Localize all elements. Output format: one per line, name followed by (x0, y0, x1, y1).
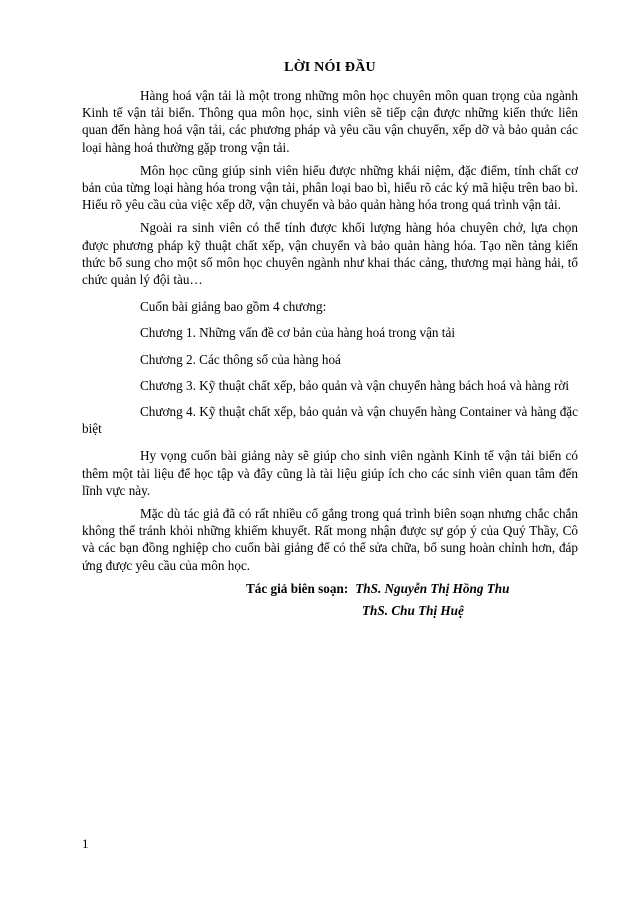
author-block (82, 580, 578, 620)
chapter-4: Chương 4. Kỹ thuật chất xếp, bảo quản và vận chuyển hàng Container và hàng đặc biệt (82, 404, 578, 437)
chapter-1: Chương 1. Những vấn đề cơ bản của hàng hoá trong vận tải (140, 325, 455, 341)
closing-paragraph-1: Hy vọng cuốn bài giảng này sẽ giúp cho sinh viên ngành Kinh tế vận tải biển có thêm một tài liệu để học tập và đây cũng là tài liệu giúp ích cho các sinh viên quan tâm đến lĩnh vực này. (82, 448, 578, 498)
page-title: LỜI NÓI ĐẦU (284, 60, 376, 75)
paragraph-3: Ngoài ra sinh viên có thể tính được khối lượng hàng hóa chuyên chở, lựa chọn được phương pháp kỹ thuật chất xếp, vận chuyển và bảo quản hàng hóa. Tạo nền tảng kiến thức bổ sung cho một số môn học chuyên ngành như khai thác cảng, thương mại hàng hải, tổ chức quản lý đội tàu… (82, 220, 578, 288)
author-label: Tác giả biên soạn: (246, 580, 349, 596)
paragraph-2: Môn học cũng giúp sinh viên hiểu được những khái niệm, đặc điểm, tính chất cơ bản của từng loại hàng hóa trong vận tải, phân loại bao bì, hiểu rõ các ký mã hiệu trên bao bì. Hiểu rõ yêu cầu của việc xếp dỡ, vận chuyển và bảo quản hàng hóa trong quá trình vận tải. (82, 162, 578, 213)
author-row-1 (82, 580, 578, 598)
paragraph-1: Hàng hoá vận tải là một trong những môn học chuyên môn quan trọng của ngành Kinh tế vận tải biển. Thông qua môn học, sinh viên sẽ tiếp cận được những kiến thức liên quan đến hàng hoá vận tải, các phương pháp và yêu cầu vận chuyển, xếp dỡ và bảo quản các loại hàng hoá thường gặp trong vận tải. (82, 88, 578, 155)
author-name-1: ThS. Nguyễn Thị Hồng Thu (355, 580, 510, 596)
author-name-2: ThS. Chu Thị Huệ (362, 602, 464, 618)
closing-paragraph-2: Mặc dù tác giả đã có rất nhiều cố gắng trong quá trình biên soạn nhưng chắc chắn không thể tránh khỏi những khiếm khuyết. Rất mong nhận được sự góp ý của Quý Thầy, Cô và các bạn đồng nghiệp cho cuốn bài giảng để có thể sửa chữa, bổ sung hoàn chỉnh hơn, đáp ứng được yêu cầu của môn học. (82, 506, 578, 573)
author-row-2 (82, 602, 578, 620)
chapter-2: Chương 2. Các thông số của hàng hoá (140, 351, 341, 367)
chapter-intro: Cuốn bài giảng bao gồm 4 chương: (140, 299, 327, 315)
chapter-3: Chương 3. Kỹ thuật chất xếp, bảo quản và vận chuyển hàng bách hoá và hàng rời (140, 377, 570, 393)
page-number: 1 (82, 836, 89, 851)
